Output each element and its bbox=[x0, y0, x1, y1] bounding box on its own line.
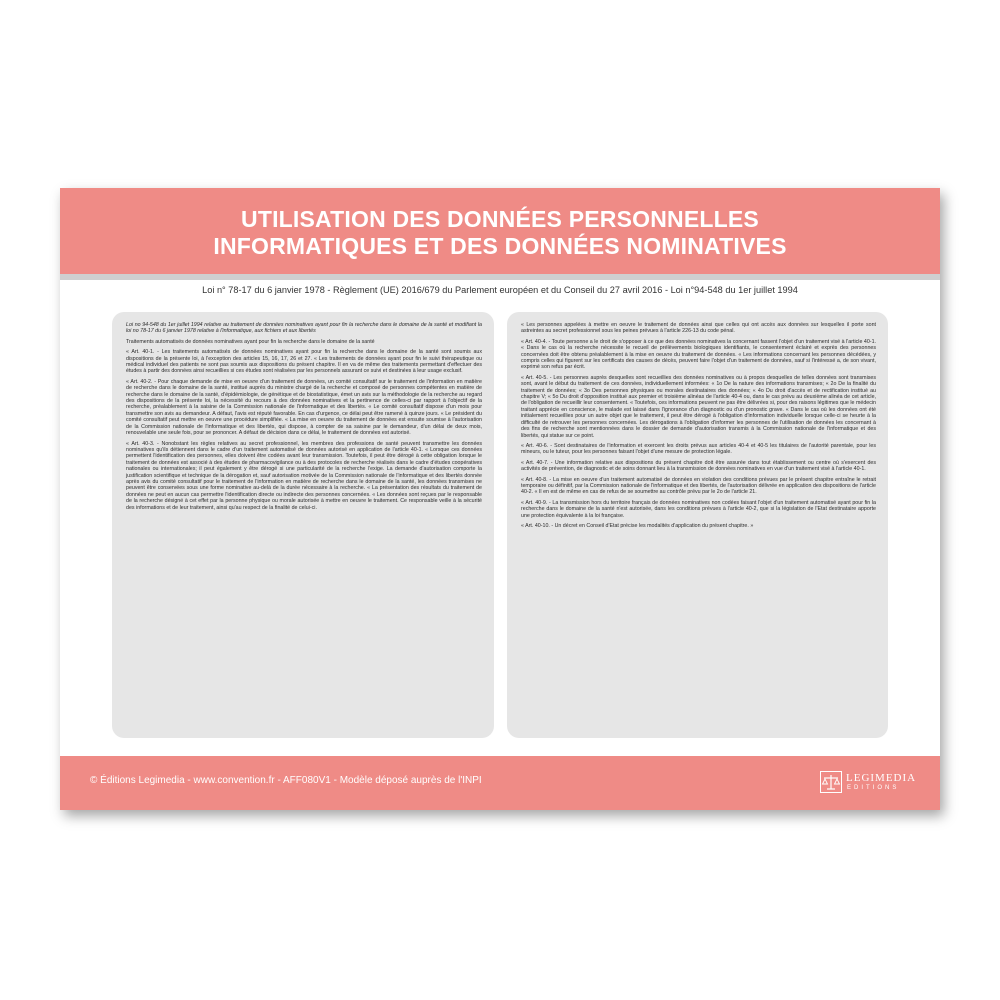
left-text-panel bbox=[112, 312, 494, 738]
paragraph: « Art. 40-6. - Sont destinataires de l'information et exercent les droits prévus aux articles 40-4 et 40-5 les titulaires de l'autorité parentale, pour les mineurs, ou le tuteur, pour les personnes faisant l'objet d'une mesure de protection légale. bbox=[521, 442, 876, 456]
title-line-2: INFORMATIQUES ET DES DONNÉES NOMINATIVES bbox=[213, 233, 787, 259]
logo-subtitle: EDITIONS bbox=[847, 785, 900, 791]
copyright-text: © Éditions Legimedia - www.convention.fr - AFF080V1 - Modèle déposé auprès de l'INPI bbox=[90, 775, 482, 786]
legal-references: Loi n° 78-17 du 6 janvier 1978 - Règlement (UE) 2016/679 du Parlement européen et du Conseil du 27 avril 2016 - Loi n°94-548 du 1er juillet 1994 bbox=[202, 285, 798, 295]
publisher-logo bbox=[820, 769, 930, 797]
poster bbox=[60, 188, 940, 810]
page-title bbox=[60, 206, 940, 260]
logo-name: LEGIMEDIA bbox=[846, 772, 917, 784]
paragraph: « Art. 40-2. - Pour chaque demande de mise en oeuvre d'un traitement de données, un comité consultatif sur le traitement de l'information en matière de recherche dans le domaine de la santé, institué auprès du ministre chargé de la recherche et composé de personnes compétentes en matière de recherche dans le domaine de la santé, d'épidémiologie, de génétique et de biostatistique, émet un avis sur la méthodologie de la recherche au regard des dispositions de la présente loi, la nécessité du recours à des données nominatives et la pertinence de celles-ci par rapport à l'objectif de la recherche, préalablement à la saisine de la Commission nationale de l'informatique et des libertés. « Le comité consultatif dispose d'un mois pour transmettre son avis au demandeur. A défaut, l'avis est réputé favorable. En cas d'urgence, ce délai peut être ramené à quinze jours. « Le président du comité consultatif peut mettre en oeuvre une procédure simplifiée. « La mise en oeuvre du traitement de données est ensuite soumise à l'autorisation de la Commission nationale de l'informatique et des libertés, qui dispose, à compter de sa saisine par le demandeur, d'un délai de deux mois, renouvelable une seule fois, pour se prononcer. A défaut de décision dans ce délai, le traitement de données est autorisé. bbox=[126, 378, 482, 437]
paragraph: « Art. 40-5. - Les personnes auprès desquelles sont recueillies des données nominatives ou à propos desquelles de telles données sont transmises sont, avant le début du traitement de ces données, individuellement informées: « 1o De la nature des informations transmises; « 2o De la finalité du traitement de données; « 3o Des personnes physiques ou morales destinataires des données; « 4o Du droit d'accès et de rectification institué au chapitre V; « 5o Du droit d'opposition institué aux premier et troisième alinéas de l'article 40-4 ou, dans le cas prévu au deuxième alinéa de cet article, de l'obligation de recueillir leur consentement. « Toutefois, ces informations peuvent ne pas être délivrées si, pour des raisons légitimes que le médecin traitant apprécie en conscience, le malade est laissé dans l'ignorance d'un diagnostic ou d'un pronostic grave. « Dans le cas où les données ont été initialement recueillies pour un autre objet que le traitement, il peut être dérogé à l'obligation d'information individuelle lorsque celle-ci se heurte à la difficulté de retrouver les personnes concernées. Les dérogations à l'obligation d'informer les personnes de l'utilisation de données les concernant à des fins de recherche sont mentionnées dans le dossier de demande d'autorisation transmis à la Commission nationale de l'informatique et des libertés, qui statue sur ce point. bbox=[521, 374, 876, 439]
paragraph: « Art. 40-8. - La mise en oeuvre d'un traitement automatisé de données en violation des conditions prévues par le présent chapitre entraîne le retrait temporaire ou définitif, par la Commission nationale de l'informatique et des libertés, de l'autorisation délivrée en application des dispositions de l'article 40-2. « Il en est de même en cas de refus de se soumettre au contrôle prévu par le 2o de l'article 21. bbox=[521, 476, 876, 496]
paragraph: « Art. 40-7. - Une information relative aux dispositions du présent chapitre doit être assurée dans tout établissement ou centre où s'exercent des activités de prévention, de diagnostic et de soins donnant lieu à la transmission de données nominatives en vue d'un traitement visé à l'article 40-1. bbox=[521, 459, 876, 473]
title-banner bbox=[60, 188, 940, 274]
paragraph: « Art. 40-9. - La transmission hors du territoire français de données nominatives non codées faisant l'objet d'un traitement automatisé ayant pour fin la recherche dans le domaine de la santé n'est autorisée, dans les conditions prévues à l'article 40-2, que si la législation de l'Etat destinataire apporte une protection équivalente à la loi française. bbox=[521, 499, 876, 519]
paragraph: Traitements automatisés de données nominatives ayant pour fin la recherche dans le domaine de la santé bbox=[126, 338, 375, 345]
divider bbox=[60, 274, 940, 280]
scales-icon bbox=[820, 771, 842, 793]
footer-banner bbox=[60, 756, 940, 810]
right-text-panel bbox=[507, 312, 888, 738]
title-line-1: UTILISATION DES DONNÉES PERSONNELLES bbox=[241, 206, 759, 232]
paragraph: « Art. 40-3. - Nonobstant les règles relatives au secret professionnel, les membres des professions de santé peuvent transmettre les données nominatives qu'ils détiennent dans le cadre d'un traitement automatisé de données autorisé en application de l'article 40-1. « Lorsque ces données permettent l'identification des personnes, elles doivent être codées avant leur transmission. Toutefois, il peut être dérogé à cette obligation lorsque le traitement de données est associé à des études de pharmacovigilance ou à des protocoles de recherche réalisés dans le cadre d'études coopératives nationales ou internationales; il peut également y être dérogé si une particularité de la recherche l'exige. La demande d'autorisation comporte la justification scientifique et technique de la dérogation et, sauf autorisation motivée de la Commission nationale de l'informatique et des libertés donnée après avis du comité consultatif pour le traitement de l'information en matière de recherche dans le domaine de la santé, les données transmises ne peuvent être conservées sous une forme nominative au-delà de la durée nécessaire à la recherche. « La présentation des résultats du traitement de données ne peut en aucun cas permettre l'identification directe ou indirecte des personnes concernées. « Les données sont reçues par le responsable de la recherche désigné à cet effet par la personne physique ou morale autorisée à mettre en oeuvre le traitement. Ce responsable veille à la sécurité des informations et de leur traitement, ainsi qu'au respect de la finalité de celui-ci. bbox=[126, 440, 482, 511]
paragraph: « Art. 40-4. - Toute personne a le droit de s'opposer à ce que des données nominatives la concernant fassent l'objet d'un traitement visé à l'article 40-1. « Dans le cas où la recherche nécessite le recueil de prélèvements biologiques identifiants, le consentement éclairé et exprès des personnes concernées doit être obtenu préalablement à la mise en oeuvre du traitement de données. « Les informations concernant les personnes décédées, y compris celles qui figurent sur les certificats des causes de décès, peuvent faire l'objet d'un traitement de données, sauf si l'intéressé a, de son vivant, exprimé son refus par écrit. bbox=[521, 338, 876, 371]
paragraph: Loi no 94-548 du 1er juillet 1994 relative au traitement de données nominatives ayant pour fin la recherche dans le domaine de la santé et modifiant la loi no 78-17 du 6 janvier 1978 relative à l'informatique, aux fichiers et aux libertés bbox=[126, 322, 482, 335]
paragraph: « Les personnes appelées à mettre en oeuvre le traitement de données ainsi que celles qui ont accès aux données sur lesquelles il porte sont astreintes au secret professionnel sous les peines prévues à l'article 226-13 du code pénal. bbox=[521, 322, 876, 335]
paragraph: « Art. 40-10. - Un décret en Conseil d'Etat précise les modalités d'application du présent chapitre. » bbox=[521, 522, 754, 529]
paragraph: « Art. 40-1. - Les traitements automatisés de données nominatives ayant pour fin la recherche dans le domaine de la santé sont soumis aux dispositions de la présente loi, à l'exception des articles 15, 16, 17, 26 et 27. « Les traitements de données ayant pour fin le suivi thérapeutique ou médical individuel des patients ne sont pas soumis aux dispositions du présent chapitre. Il en va de même des traitements permettant d'effectuer des études à partir des données ainsi recueillies si ces études sont réalisées par les personnels assurant ce suivi et destinées à leur usage exclusif. bbox=[126, 349, 482, 375]
